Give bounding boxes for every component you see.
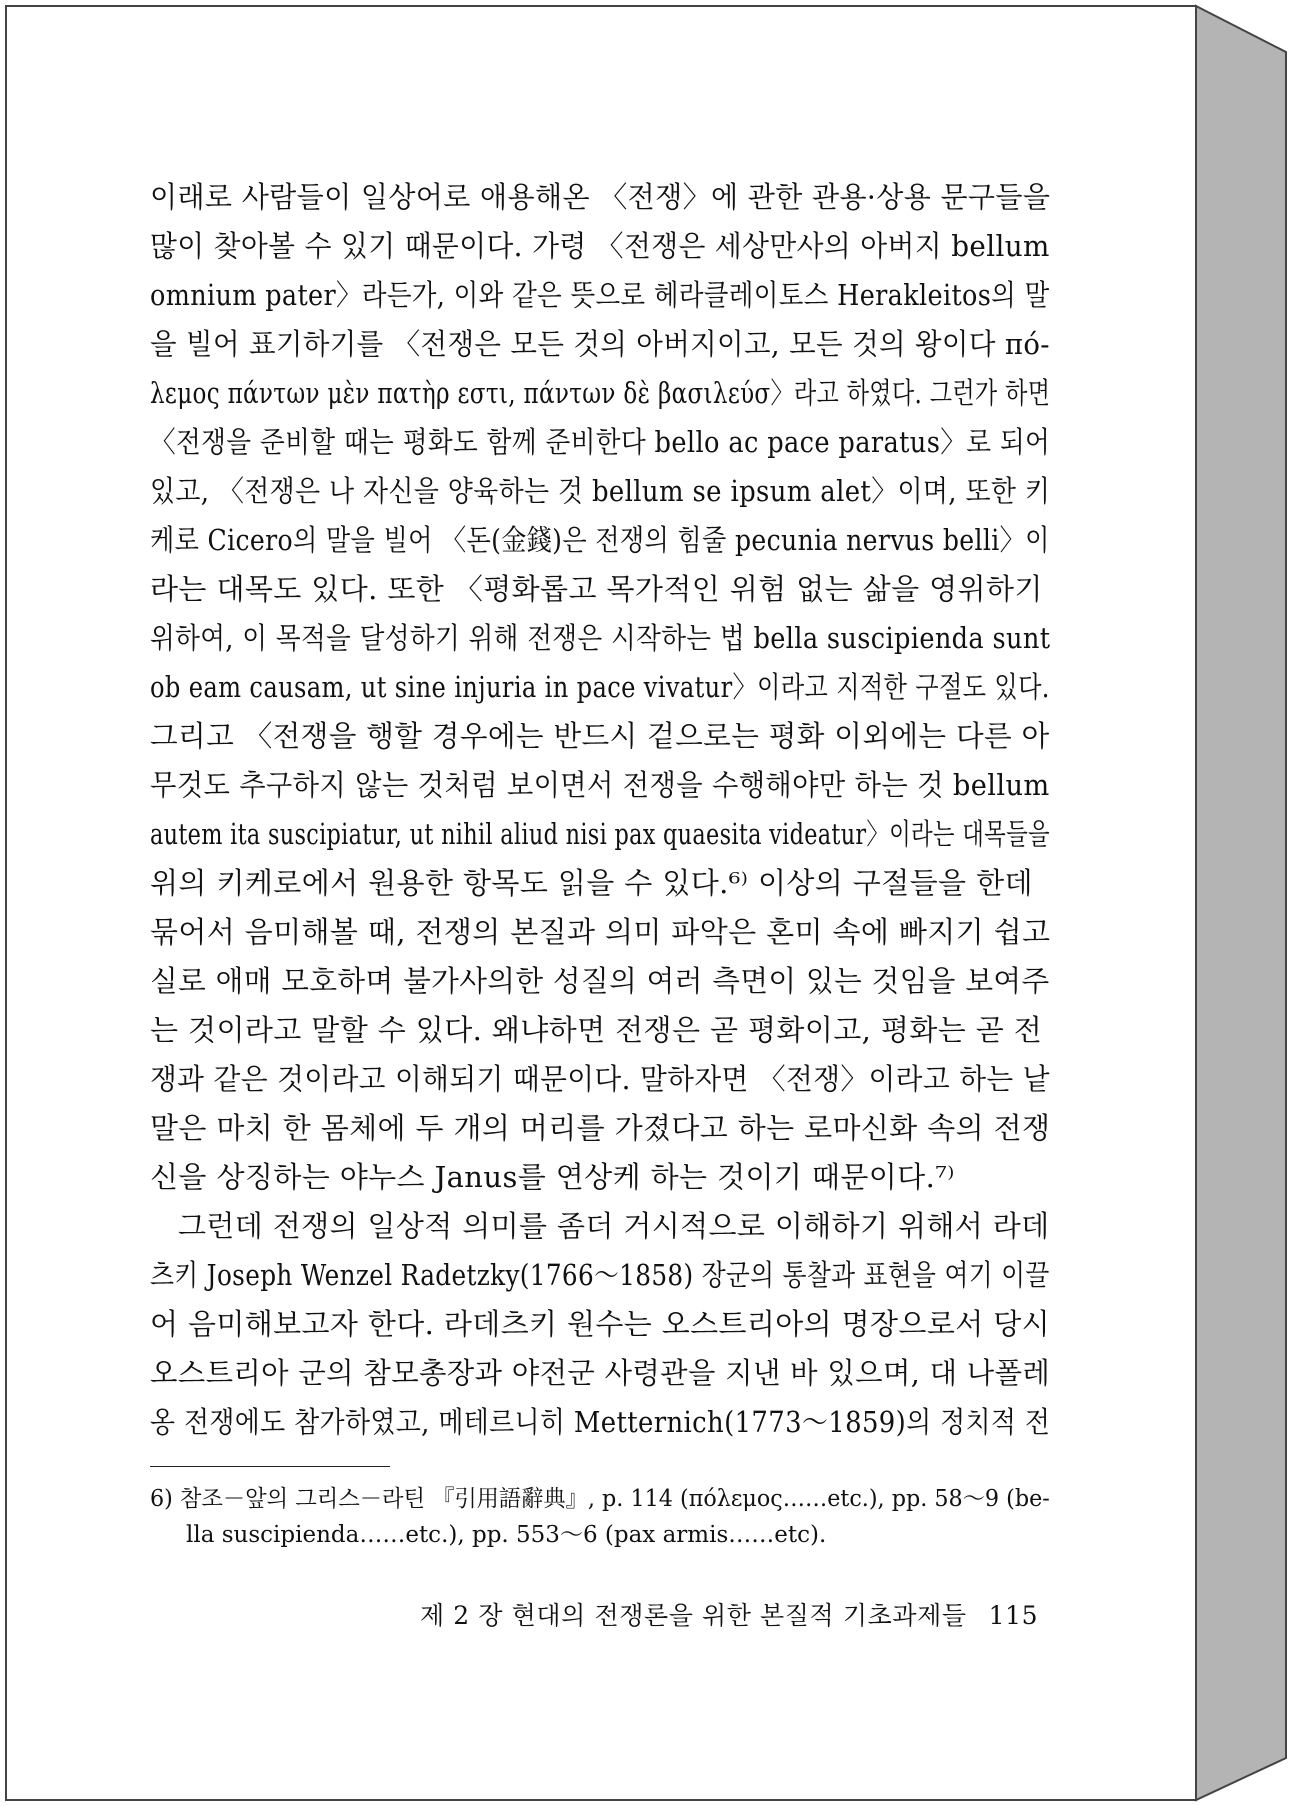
book-side-edge <box>1196 6 1286 1800</box>
text-line: 그리고 〈전쟁을 행할 경우에는 반드시 겉으로는 평화 이외에는 다른 아 <box>150 719 1050 753</box>
text-line: 묶어서 음미해볼 때, 전쟁의 본질과 의미 파악은 혼미 속에 빠지기 쉽고 <box>150 915 1051 949</box>
text-line: 라는 대목도 있다. 또한 〈평화롭고 목가적인 위험 없는 삶을 영위하기 <box>150 572 1043 606</box>
footnote-line: lla suscipienda……etc.), pp. 553～6 (pax armis……etc). <box>186 1522 827 1548</box>
text-line: 그런데 전쟁의 일상적 의미를 좀더 거시적으로 이해하기 위해서 라데 <box>178 1209 1050 1243</box>
text-line: λεμος πάντων μὲν πατὴρ εστι, πάντων δὲ βασιλεύσ〉라고 하였다. 그런가 하면 <box>150 376 1051 410</box>
text-line: 위하여, 이 목적을 달성하기 위해 전쟁은 시작하는 법 bella suscipienda sunt <box>150 621 1051 655</box>
text-line: 있고, 〈전쟁은 나 자신을 양육하는 것 bellum se ipsum alet〉이며, 또한 키 <box>150 474 1051 508</box>
text-line: 이래로 사람들이 일상어로 애용해온 〈전쟁〉에 관한 관용·상용 문구들을 <box>150 180 1051 214</box>
text-line: 무것도 추구하지 않는 것처럼 보이면서 전쟁을 수행해야만 하는 것 bellum <box>150 768 1050 802</box>
chapter-title: 제 2 장 현대의 전쟁론을 위한 본질적 기초과제들 <box>420 1601 967 1630</box>
text-line: 는 것이라고 말할 수 있다. 왜냐하면 전쟁은 곧 평화이고, 평화는 곧 전 <box>150 1013 1043 1047</box>
text-line: 을 빌어 표기하기를 〈전쟁은 모든 것의 아버지이고, 모든 것의 왕이다 πό- <box>150 327 1050 361</box>
text-line: 위의 키케로에서 원용한 항목도 읽을 수 있다.⁶⁾ 이상의 구절들을 한데 <box>150 866 1033 900</box>
footnote-line: 6) 참조－앞의 그리스－라틴 『引用語辭典』, p. 114 (πόλεμος……etc.), pp. 58～9 (be- <box>150 1486 1050 1512</box>
page-number: 115 <box>988 1601 1039 1630</box>
text-line: 오스트리아 군의 참모총장과 야전군 사령관을 지낸 바 있으며, 대 나폴레 <box>150 1356 1051 1390</box>
text-line: ob eam causam, ut sine injuria in pace vivatur〉이라고 지적한 구절도 있다. <box>150 670 1050 704</box>
footnote-divider <box>150 1466 390 1467</box>
text-line: 옹 전쟁에도 참가하였고, 메테르니히 Metternich(1773～1859)의 정치적 전 <box>150 1405 1051 1439</box>
text-line: 케로 Cicero의 말을 빌어 〈돈(金錢)은 전쟁의 힘줄 pecunia nervus belli〉이 <box>150 523 1050 557</box>
text-line: 〈전쟁을 준비할 때는 평화도 함께 준비한다 bello ac pace paratus〉로 되어 <box>150 425 1051 459</box>
text-line: 신을 상징하는 야누스 Janus를 연상케 하는 것이기 때문이다.⁷⁾ <box>150 1160 955 1194</box>
running-footer <box>420 1596 1038 1632</box>
text-line: 많이 찾아볼 수 있기 때문이다. 가령 〈전쟁은 세상만사의 아버지 bellum <box>150 229 1050 263</box>
text-line: omnium pater〉라든가, 이와 같은 뜻으로 헤라클레이토스 Herakleitos의 말 <box>150 278 1050 312</box>
text-line: 츠키 Joseph Wenzel Radetzky(1766～1858) 장군의 통찰과 표현을 여기 이끌 <box>150 1258 1050 1292</box>
text-line: 말은 마치 한 몸체에 두 개의 머리를 가졌다고 하는 로마신화 속의 전쟁 <box>150 1111 1051 1145</box>
text-line: 어 음미해보고자 한다. 라데츠키 원수는 오스트리아의 명장으로서 당시 <box>150 1307 1050 1341</box>
text-line: autem ita suscipiatur, ut nihil aliud nisi pax quaesita videatur〉이라는 대목들을 <box>150 817 1050 851</box>
text-line: 쟁과 같은 것이라고 이해되기 때문이다. 말하자면 〈전쟁〉이라고 하는 낱 <box>150 1062 1050 1096</box>
text-line: 실로 애매 모호하며 불가사의한 성질의 여러 측면이 있는 것임을 보여주 <box>150 964 1050 998</box>
